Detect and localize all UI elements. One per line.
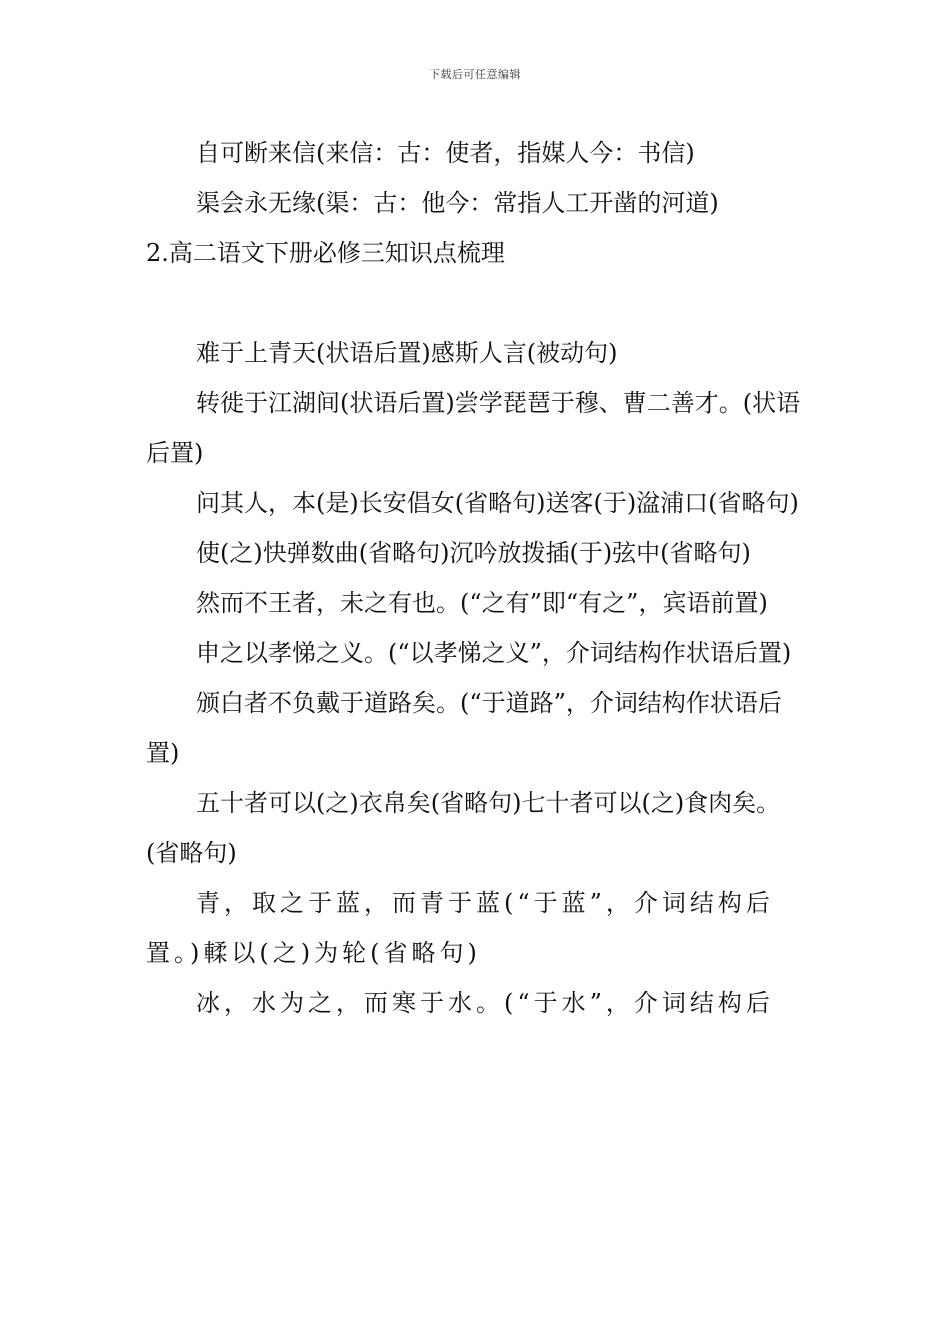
paragraph-qingtian: 难于上青天(状语后置)感斯人言(被动句) xyxy=(196,339,618,367)
paragraph-bingshui: 冰，水为之，而寒于水。(“于水”，介词结构后 xyxy=(196,989,774,1017)
section-spacer xyxy=(146,278,810,328)
paragraph-jianghu: 转徙于江湖间(状语后置)尝学琵琶于穆、曹二善才。(状语后置) xyxy=(146,389,801,467)
paragraph-changnv: 问其人，本(是)长安倡女(省略句)送客(于)湓浦口(省略句) xyxy=(196,489,799,517)
paragraph-wangzhe: 然而不王者，未之有也。(“之有”即“有之”，宾语前置) xyxy=(196,589,768,617)
paragraph-laixin: 自可断来信(来信：古：使者，指媒人今：书信) xyxy=(196,139,695,167)
page-header-note: 下载后可任意编辑 xyxy=(429,68,521,81)
paragraph-qu: 渠会永无缘(渠：古：他今：常指人工开凿的河道) xyxy=(196,189,719,217)
section-heading: 2.高二语文下册必修三知识点梳理 xyxy=(146,239,505,267)
paragraph-banbai: 颁白者不负戴于道路矣。(“于道路”，介词结构作状语后置) xyxy=(146,689,782,767)
paragraph-kuaitan: 使(之)快弹数曲(省略句)沉吟放拨插(于)弦中(省略句) xyxy=(196,539,751,567)
paragraph-qinglan: 青，取之于蓝，而青于蓝(“于蓝”，介词结构后置。)輮以(之)为轮(省略句) xyxy=(146,889,774,967)
paragraph-wushi: 五十者可以(之)衣帛矣(省略句)七十者可以(之)食肉矣。(省略句) xyxy=(146,789,781,867)
paragraph-xiaoti: 申之以孝悌之义。(“以孝悌之义”，介词结构作状语后置) xyxy=(196,639,792,667)
document-body xyxy=(146,128,810,1028)
